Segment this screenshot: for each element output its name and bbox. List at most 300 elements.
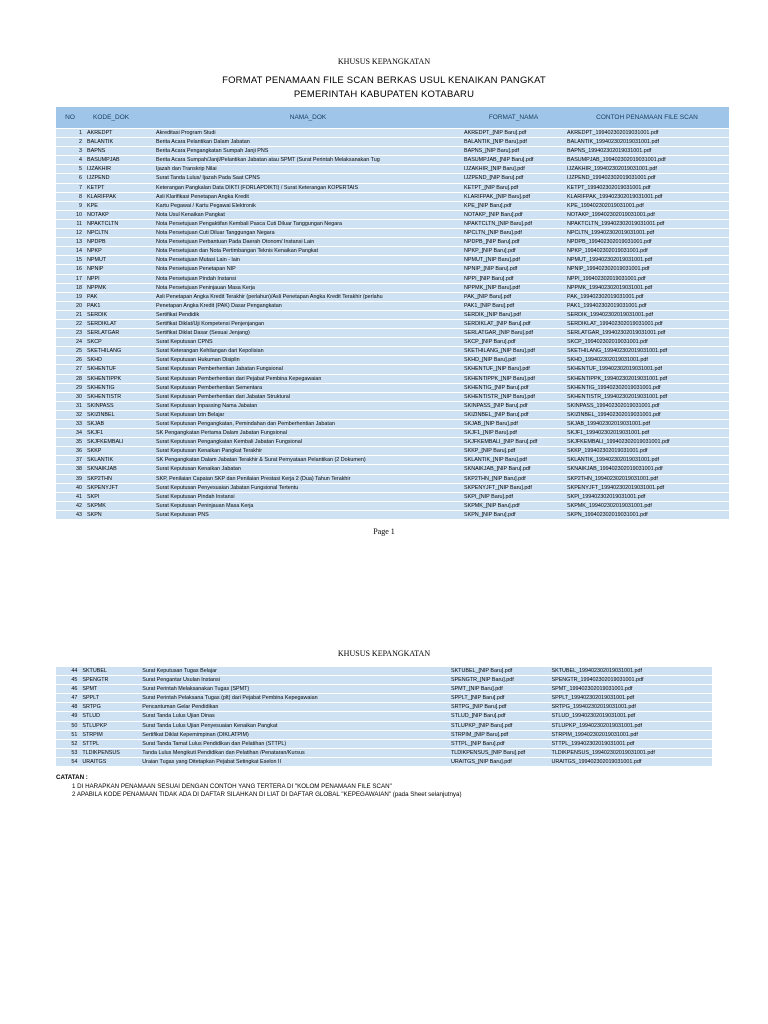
row-contoh-file: SKJFKEMBALI_199402302019031001.pdf (567, 439, 670, 446)
row-nama-dok: Tanda Lulus Mengikuti Pendidikan dan Pelatihan /Penataran/Kursus (142, 749, 305, 756)
row-contoh-file: TLDIKPENSUS_199402302019031001.pdf (551, 749, 655, 756)
row-kode-dok: KETPT (87, 184, 105, 191)
row-kode-dok: SKETHILANG (87, 348, 122, 355)
table-row (56, 292, 729, 301)
row-kode-dok: SKPMK (87, 502, 106, 509)
row-format-nama: AKREDPT_[NIP Baru].pdf (464, 130, 527, 136)
row-kode-dok: SPENGTR (82, 677, 109, 684)
row-no: 33 (76, 421, 82, 427)
row-no: 34 (76, 430, 82, 437)
row-no: 36 (76, 448, 82, 455)
row-no: 39 (76, 475, 82, 482)
row-contoh-file: SRTPG_199402302019031001.pdf (551, 704, 636, 711)
row-contoh-file: URAITGS_199402302019031001.pdf (551, 758, 642, 765)
row-no: 48 (71, 704, 78, 711)
row-no: 21 (76, 311, 82, 318)
row-format-nama: PAK1_[NIP Baru].pdf (464, 302, 515, 309)
row-nama-dok: Surat Keputusan Pindah Instansi (156, 493, 235, 500)
row-nama-dok: Berita Acara Pengangkatan Sumpah Janji PNS (156, 148, 269, 155)
row-nama-dok: Surat Keputusan Pemberhentian dari Pejabat Pembina Kepegawaian (156, 375, 322, 382)
row-format-nama: SERLATGAR_[NIP Baru].pdf (464, 330, 534, 337)
row-format-nama: KLARIFPAK_[NIP Baru].pdf (464, 193, 531, 200)
table-row (56, 329, 729, 338)
row-format-nama: SKHENTIPPK_[NIP Baru].pdf (464, 375, 535, 382)
row-contoh-file: SKKP_199402302019031001.pdf (567, 448, 648, 455)
row-format-nama: NPAKTCLTN_[NIP Baru].pdf (464, 220, 533, 227)
row-kode-dok: SKINPASS (87, 402, 114, 409)
row-contoh-file: SERLATGAR_199402302019031001.pdf (567, 330, 666, 337)
table-row (56, 356, 729, 365)
row-no: 17 (76, 275, 82, 282)
row-kode-dok: NOTAKP (87, 211, 109, 218)
row-kode-dok: BASUMPJAB (87, 157, 120, 164)
row-format-nama: SKJF1_[NIP Baru].pdf (464, 430, 517, 437)
row-format-nama: NOTAKP_[NIP Baru].pdf (464, 211, 523, 218)
row-no: 20 (76, 302, 82, 309)
row-format-nama: TLDIKPENSUS_[NIP Baru].pdf (450, 749, 526, 756)
row-format-nama: SPENGTR_[NIP Baru].pdf (450, 677, 514, 684)
row-format-nama: SKPMK_[NIP Baru].pdf (464, 502, 520, 509)
row-contoh-file: SKIZINBEL_199402302019031001.pdf (567, 411, 661, 418)
row-format-nama: URAITGS_[NIP Baru].pdf (450, 758, 512, 765)
row-contoh-file: SPENGTR_199402302019031001.pdf (551, 677, 644, 684)
row-nama-dok: Surat Pengantar Usulan Instansi (142, 677, 220, 684)
row-format-nama: SKTUBEL_[NIP Baru].pdf (450, 668, 513, 674)
row-kode-dok: BAPNS (87, 148, 106, 155)
row-nama-dok: Sertifikat Pendidik (156, 311, 200, 318)
row-nama-dok: Surat Keputusan Izin Belajar (156, 411, 225, 418)
row-kode-dok: SKPI (87, 493, 100, 500)
row-format-nama: SKCP_[NIP Baru].pdf (464, 339, 516, 346)
row-format-nama: SKIZINBEL_[NIP Baru].pdf (464, 411, 529, 418)
row-kode-dok: SKJF1 (87, 430, 104, 437)
row-kode-dok: KPE (87, 202, 98, 209)
row-no: 25 (76, 348, 82, 355)
row-nama-dok: Asli Klarifikasi Penetapan Angka Kredit (156, 193, 249, 200)
row-kode-dok: SKJFKEMBALI (87, 439, 124, 446)
row-contoh-file: IJZPEND_199402302019031001.pdf (567, 175, 656, 182)
row-no: 46 (71, 686, 78, 693)
col-header-format-nama: FORMAT_NAMA (462, 107, 565, 129)
row-nama-dok: Surat Keputusan Pengangkatan, Pemindahan dan Pemberhentian Jabatan (156, 421, 335, 427)
table-row (56, 694, 712, 703)
row-kode-dok: SKNAIKJAB (87, 466, 117, 473)
row-format-nama: SKJAB_[NIP Baru].pdf (464, 421, 518, 427)
row-format-nama: SKPN_[NIP Baru].pdf (464, 511, 516, 518)
row-contoh-file: STTPL_199402302019031001.pdf (551, 740, 635, 747)
row-nama-dok: Surat Keputusan CPNS (156, 339, 213, 346)
row-no: 7 (79, 184, 82, 191)
col-header-kode-dok: KODE_DOK (85, 107, 154, 129)
row-format-nama: SKHENTIG_[NIP Baru].pdf (464, 384, 529, 391)
row-nama-dok: Sertifikat Diklat Dasar (Sesuai Jenjang) (156, 330, 250, 337)
row-no: 28 (76, 375, 82, 382)
row-format-nama: STLUD_[NIP Baru].pdf (450, 713, 506, 720)
row-no: 52 (71, 740, 78, 747)
row-format-nama: BAPNS_[NIP Baru].pdf (464, 148, 520, 155)
row-contoh-file: KPE_199402302019031001.pdf (567, 202, 644, 209)
row-no: 12 (76, 230, 82, 237)
row-contoh-file: SKJF1_199402302019031001.pdf (567, 430, 650, 437)
row-format-nama: BALANTIK_[NIP Baru].pdf (464, 139, 527, 146)
row-nama-dok: Surat Keputusan Pemberhentian dari Jabatan Struktural (156, 393, 290, 400)
row-nama-dok: Kartu Pegawai / Kartu Pegawai Elektronik (156, 202, 256, 209)
row-format-nama: SERDIK_[NIP Baru].pdf (464, 311, 521, 318)
row-no: 26 (76, 357, 82, 364)
row-nama-dok: Nota Usul Kenaikan Pangkat (156, 211, 225, 218)
row-nama-dok: Surat Keputusan Tugas Belajar (142, 668, 217, 674)
row-contoh-file: SKPENYJFT_199402302019031001.pdf (567, 484, 665, 491)
table-row (56, 265, 729, 274)
table-row (56, 283, 729, 292)
table-row (56, 401, 729, 410)
row-no: 51 (71, 731, 78, 738)
col-header-no: NO (56, 107, 85, 129)
table-row (56, 712, 712, 721)
table-row (56, 338, 729, 347)
row-nama-dok: Nota Persetujuan Peninjauan Masa Kerja (156, 284, 255, 291)
row-format-nama: NPNIP_[NIP Baru].pdf (464, 266, 518, 273)
row-contoh-file: PAK1_199402302019031001.pdf (567, 302, 647, 309)
row-contoh-file: STRPIM_199402302019031001.pdf (551, 731, 638, 738)
table-row (56, 174, 729, 183)
row-no: 29 (76, 384, 82, 391)
table-row (56, 667, 712, 676)
row-format-nama: IJZPEND_[NIP Baru].pdf (464, 175, 524, 182)
row-nama-dok: Uraian Tugas yang Ditetapkan Pejabat Setingkat Eselon II (142, 758, 282, 765)
row-no: 38 (76, 466, 82, 473)
row-format-nama: STLUPKP_[NIP Baru].pdf (450, 722, 513, 729)
row-format-nama: SKP2THN_[NIP Baru].pdf (464, 475, 526, 482)
table-row (56, 757, 712, 766)
row-contoh-file: BALANTIK_199402302019031001.pdf (567, 139, 660, 146)
row-kode-dok: NPNIP (87, 266, 104, 273)
row-no: 47 (71, 695, 78, 702)
row-kode-dok: NPPMK (87, 284, 107, 291)
note-item: 1 DI HARAPKAN PENAMAAN SESUAI DENGAN CONTOH YANG TERTERA DI "KOLOM PENAMAAN FILE SCAN" (72, 782, 392, 790)
table-row (56, 392, 729, 401)
row-no: 18 (76, 284, 82, 291)
row-format-nama: SERDIKLAT_[NIP Baru].pdf (464, 320, 531, 327)
row-kode-dok: NPAKTCLTN (87, 220, 119, 227)
row-kode-dok: IJZPEND (87, 175, 110, 182)
row-contoh-file: SKHENTIG_199402302019031001.pdf (567, 384, 661, 391)
row-contoh-file: SKHD_199402302019031001.pdf (567, 357, 648, 364)
row-format-nama: SKJFKEMBALI_[NIP Baru].pdf (464, 439, 538, 446)
row-no: 35 (76, 439, 82, 446)
note-item: 2 APABILA KODE PENAMAAN TIDAK ADA DI DAFTAR SILAHKAN DI LIAT DI DAFTAR GLOBAL "KEPEGAWAIAN" (pada Sheet selanjutnya) (72, 791, 462, 798)
row-nama-dok: SK Pengangkatan Dalam Jabatan Terakhir & Surat Pernyataan Pelantikan (2 Dokumen) (156, 457, 366, 464)
row-contoh-file: SKHENTIPPK_199402302019031001.pdf (567, 375, 668, 382)
row-no: 15 (76, 257, 82, 264)
table-header-row (56, 107, 729, 129)
row-kode-dok: SKHENTISTR (87, 393, 122, 400)
page1-header: KHUSUS KEPANGKATAN (337, 57, 431, 66)
row-format-nama: SKHD_[NIP Baru].pdf (464, 357, 516, 364)
row-no: 50 (71, 722, 78, 729)
row-no: 41 (76, 493, 82, 500)
row-format-nama: SPPLT_[NIP Baru].pdf (450, 695, 505, 702)
table-row (56, 319, 729, 328)
row-format-nama: NPPI_[NIP Baru].pdf (464, 275, 514, 282)
table-row (56, 676, 712, 685)
row-no: 24 (76, 339, 82, 346)
row-no: 37 (76, 457, 82, 464)
row-kode-dok: SPMT (82, 686, 98, 693)
row-no: 45 (71, 677, 78, 684)
row-contoh-file: NPDPB_199402302019031001.pdf (567, 239, 652, 246)
row-kode-dok: SKHENTIG (87, 384, 115, 391)
row-no: 3 (79, 148, 82, 155)
row-contoh-file: NPNIP_199402302019031001.pdf (567, 266, 650, 273)
row-nama-dok: Surat Keputusan PNS (156, 511, 209, 518)
page-number-label: Page 1 (373, 527, 395, 536)
row-kode-dok: SKIZINBEL (87, 411, 115, 418)
table-row (56, 703, 712, 712)
row-contoh-file: BASUMPJAB_199402302019031001.pdf (567, 157, 666, 164)
row-no: 4 (79, 157, 82, 164)
row-contoh-file: STLUD_199402302019031001.pdf (551, 713, 636, 720)
table-row (56, 365, 729, 374)
row-contoh-file: SKNAIKJAB_199402302019031001.pdf (567, 466, 663, 473)
table-row (56, 183, 729, 192)
row-contoh-file: SKETHILANG_199402302019031001.pdf (567, 348, 668, 355)
table-row (56, 374, 729, 383)
table-row (56, 730, 712, 739)
row-kode-dok: SKKP (87, 448, 102, 455)
row-no: 31 (76, 402, 82, 409)
row-format-nama: SKETHILANG_[NIP Baru].pdf (464, 348, 535, 355)
row-no: 8 (79, 193, 82, 200)
row-contoh-file: SERDIK_199402302019031001.pdf (567, 311, 654, 318)
row-no: 53 (71, 749, 78, 756)
table-body-page2 (56, 667, 712, 767)
table-row (56, 201, 729, 210)
table-row (56, 465, 729, 474)
row-nama-dok: Ijazah dan Transkrip Nilai (156, 166, 217, 173)
table-row (56, 219, 729, 228)
row-format-nama: SKHENTISTR_[NIP Baru].pdf (464, 393, 535, 400)
row-format-nama: NPKP_[NIP Baru].pdf (464, 248, 516, 255)
row-nama-dok: Surat Keputusan Pemberhentian Jabatan Fungsional (156, 366, 283, 373)
row-kode-dok: AKREDPT (87, 130, 113, 136)
row-nama-dok: Surat Tanda Lulus Ujian Dinas (142, 713, 215, 720)
row-contoh-file: BAPNS_199402302019031001.pdf (567, 148, 652, 155)
row-no: 13 (76, 239, 82, 246)
table-row (56, 229, 729, 238)
row-kode-dok: STTPL (82, 740, 100, 747)
row-kode-dok: IJZAKHIR (87, 166, 111, 173)
table-row (56, 447, 729, 456)
row-contoh-file: SKLANTIK_199402302019031001.pdf (567, 457, 660, 464)
table-row (56, 156, 729, 165)
table-row (56, 129, 729, 138)
row-kode-dok: BALANTIK (87, 139, 114, 146)
row-nama-dok: Keterangan Pangkalan Data DIKTI (FORLAPDIKTI) / Surat Keterangan KOPERTAIS (156, 184, 359, 191)
row-contoh-file: KETPT_199402302019031001.pdf (567, 184, 651, 191)
row-contoh-file: SKP2THN_199402302019031001.pdf (567, 475, 658, 482)
row-no: 1 (79, 130, 82, 136)
col-header-nama-dok: NAMA_DOK (154, 107, 462, 129)
row-format-nama: SKINPASS_[NIP Baru].pdf (464, 402, 528, 409)
table-row (56, 310, 729, 319)
row-format-nama: STRPIM_[NIP Baru].pdf (450, 731, 509, 738)
row-kode-dok: SKHENTIPPK (87, 375, 122, 382)
row-no: 5 (79, 166, 82, 173)
table-row (56, 138, 729, 147)
row-kode-dok: SKCP (87, 339, 102, 346)
row-kode-dok: SKHENTUF (87, 366, 117, 373)
row-format-nama: SRTPG_[NIP Baru].pdf (450, 704, 507, 711)
row-format-nama: SKKP_[NIP Baru].pdf (464, 448, 516, 455)
row-kode-dok: STLUPKP (82, 722, 107, 729)
row-nama-dok: Berita Acara Pelantikan Dalam Jabatan (156, 139, 250, 146)
table-row (56, 256, 729, 265)
table-row (56, 483, 729, 492)
row-nama-dok: Surat Tanda Lulus/ Ijazah Pada Saat CPNS (156, 175, 260, 182)
row-contoh-file: AKREDPT_199402302019031001.pdf (567, 130, 659, 136)
file-naming-table-page1 (56, 107, 729, 519)
row-contoh-file: NPPI_199402302019031001.pdf (567, 275, 646, 282)
row-format-nama: SKHENTUF_[NIP Baru].pdf (464, 366, 530, 373)
row-no: 11 (76, 220, 82, 227)
row-contoh-file: NPCLTN_199402302019031001.pdf (567, 230, 655, 237)
row-nama-dok: Surat Keputusan Kenaikan Pangkat Terakhir (156, 448, 262, 455)
row-nama-dok: Surat Keputusan Kenaikan Jabatan (156, 466, 241, 473)
row-kode-dok: SRTPG (82, 704, 101, 711)
row-kode-dok: STLUD (82, 713, 101, 720)
row-nama-dok: Surat Perintah Pelaksana Tugas (plt) dari Pejabat Pembina Kepegawaian (142, 695, 318, 702)
row-no: 44 (71, 668, 78, 674)
row-contoh-file: SPMT_199402302019031001.pdf (551, 686, 633, 693)
row-format-nama: BASUMPJAB_[NIP Baru].pdf (464, 157, 534, 164)
row-contoh-file: NOTAKP_199402302019031001.pdf (567, 211, 655, 218)
row-format-nama: SPMT_[NIP Baru].pdf (450, 686, 503, 693)
row-nama-dok: Pencantuman Gelar Pendidikan (142, 704, 219, 711)
row-contoh-file: SKJAB_199402302019031001.pdf (567, 421, 651, 427)
row-kode-dok: SKHD (87, 357, 102, 364)
row-nama-dok: Nota Persetujuan dan Nota Pertimbangan Teknis Kenaikan Pangkat (156, 248, 319, 255)
row-nama-dok: Nota Persetujuan Pindah Instansi (156, 275, 237, 282)
row-contoh-file: SERDIKLAT_199402302019031001.pdf (567, 320, 663, 327)
row-kode-dok: KLARIFPAK (87, 193, 117, 200)
row-contoh-file: PAK_199402302019031001.pdf (567, 293, 644, 300)
row-nama-dok: Surat Keputusan Pemberhentian Sementara (156, 384, 263, 391)
row-contoh-file: KLARIFPAK_199402302019031001.pdf (567, 193, 663, 200)
row-kode-dok: NPCLTN (87, 230, 109, 237)
row-no: 14 (76, 248, 82, 255)
row-kode-dok: SPPLT (82, 695, 100, 702)
row-nama-dok: Sertifikat Diklat Kepemimpinan (DIKLATPIM) (142, 731, 249, 738)
table-row (56, 420, 729, 429)
col-header-contoh-penamaan: CONTOH PENAMAAN FILE SCAN (565, 107, 729, 129)
row-contoh-file: NPMUT_199402302019031001.pdf (567, 257, 653, 264)
row-contoh-file: SKPMK_199402302019031001.pdf (567, 502, 652, 509)
table-row (56, 492, 729, 501)
table-row (56, 210, 729, 219)
table-row (56, 474, 729, 483)
row-no: 16 (76, 266, 82, 273)
row-format-nama: IJZAKHIR_[NIP Baru].pdf (464, 166, 525, 173)
row-nama-dok: Nota Persetujuan Pengaktifan Kembali Pasca Cuti Diluar Tanggungan Negara (156, 220, 342, 227)
row-kode-dok: SKTUBEL (82, 668, 107, 674)
table-row (56, 748, 712, 757)
table-row (56, 274, 729, 283)
row-format-nama: NPCLTN_[NIP Baru].pdf (464, 230, 522, 237)
row-kode-dok: SKLANTIK (87, 457, 114, 464)
row-no: 27 (76, 366, 82, 373)
row-kode-dok: SKP2THN (87, 475, 112, 482)
row-nama-dok: Surat Keputusan Hukuman Disiplin (156, 357, 240, 364)
table-row (56, 739, 712, 748)
row-kode-dok: NPMUT (87, 257, 107, 264)
row-format-nama: SKPENYJFT_[NIP Baru].pdf (464, 484, 532, 491)
table-row (56, 501, 729, 510)
row-kode-dok: SKPENYJFT (87, 484, 119, 491)
row-nama-dok: Surat Keputusan Inpassing Nama Jabatan (156, 402, 258, 409)
table-row (56, 429, 729, 438)
table-row (56, 438, 729, 447)
row-no: 2 (79, 139, 82, 146)
row-contoh-file: SKINPASS_199402302019031001.pdf (567, 402, 660, 409)
row-no: 19 (76, 293, 82, 300)
notes-title: CATATAN : (56, 774, 88, 781)
row-kode-dok: NPKP (87, 248, 102, 255)
table-row (56, 192, 729, 201)
row-contoh-file: SKPI_199402302019031001.pdf (567, 493, 646, 500)
row-format-nama: KPE_[NIP Baru].pdf (464, 202, 512, 209)
notes-section (56, 774, 462, 800)
row-kode-dok: PAK1 (87, 302, 101, 309)
row-kode-dok: SERDIKLAT (87, 320, 117, 327)
row-format-nama: NPMUT_[NIP Baru].pdf (464, 257, 520, 264)
row-nama-dok: Nota Persetujuan Perbantuan Pada Daerah Otonom/ Instansi Lain (156, 239, 315, 246)
row-contoh-file: SKHENTUF_199402302019031001.pdf (567, 366, 663, 373)
document-title-line2: PEMERINTAH KABUPATEN KOTABARU (293, 89, 475, 100)
row-contoh-file: SKCP_199402302019031001.pdf (567, 339, 648, 346)
row-contoh-file: NPPMK_199402302019031001.pdf (567, 284, 653, 291)
row-kode-dok: URAITGS (82, 758, 107, 765)
table-row (56, 721, 712, 730)
row-format-nama: SKPI_[NIP Baru].pdf (464, 493, 514, 500)
row-format-nama: STTPL_[NIP Baru].pdf (450, 740, 505, 747)
row-kode-dok: SERLATGAR (87, 330, 120, 337)
row-nama-dok: SK Pengangkatan Pertama Dalam Jabatan Fungsional (156, 430, 287, 437)
row-no: 49 (71, 713, 78, 720)
row-nama-dok: Asli Penetapan Angka Kredit Terakhir (perlahun)/Asli Penetapan Angka Kredit Terakhir (perlahu (156, 293, 383, 300)
row-nama-dok: Surat Keputusan Pengangkatan Kembali Jabatan Fungsional (156, 439, 302, 446)
row-no: 32 (76, 411, 82, 418)
row-contoh-file: SKTUBEL_199402302019031001.pdf (551, 668, 643, 674)
row-nama-dok: Surat Tanda Tamat Lulus Pendidikan dan Pelatihan (STTPL) (142, 740, 287, 747)
row-kode-dok: NPPI (87, 275, 100, 282)
row-nama-dok: Sertifikat Diklat/Uji Kompetensi Penjenjangan (156, 320, 265, 327)
row-nama-dok: Nota Persetujuan Cuti Diluar Tanggungan Negara (156, 230, 275, 237)
row-nama-dok: Surat Keputusan Peninjauan Masa Kerja (156, 502, 254, 509)
row-nama-dok: Nota Persetujuan Penetapan NIP (156, 266, 236, 273)
row-nama-dok: Surat Perintah Melaksanakan Tugas (SPMT) (142, 686, 250, 693)
row-contoh-file: STLUPKP_199402302019031001.pdf (551, 722, 643, 729)
table-row (56, 165, 729, 174)
row-format-nama: KETPT_[NIP Baru].pdf (464, 184, 519, 191)
row-no: 30 (76, 393, 82, 400)
row-no: 10 (76, 211, 82, 218)
row-nama-dok: SKP, Penilaian Capaian SKP dan Penilaian Prestasi Kerja 2 (Dua) Tahun Terakhir (156, 475, 351, 482)
row-kode-dok: SKPN (87, 511, 102, 518)
row-no: 43 (76, 511, 82, 518)
row-nama-dok: Surat Keputusan Penyesuaian Jabatan Fungsional Tertentu (156, 484, 299, 491)
row-kode-dok: PAK (87, 293, 98, 300)
